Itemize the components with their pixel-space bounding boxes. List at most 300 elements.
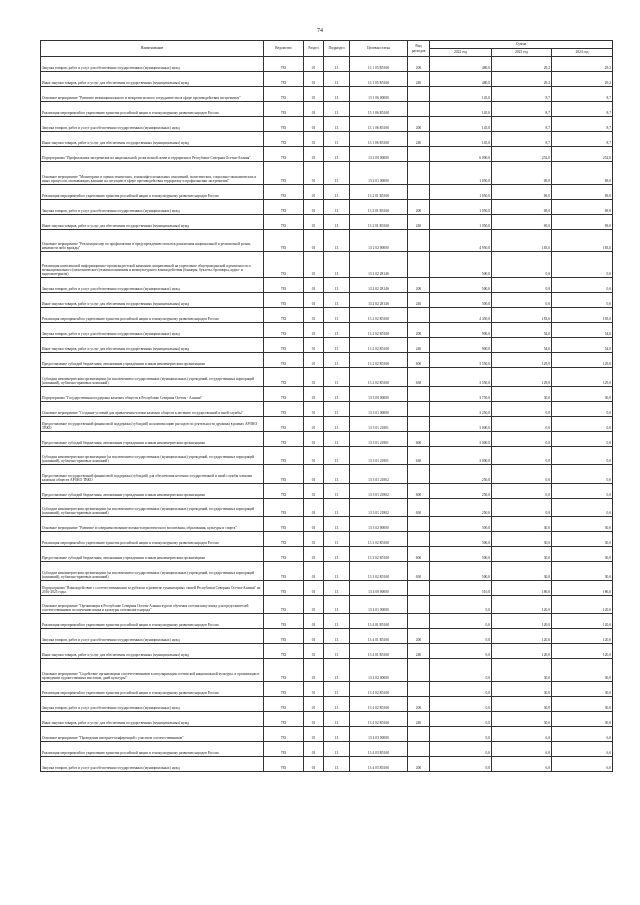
- header-summa: Сумма: [430, 41, 613, 49]
- row-sum-2024: 30,0: [552, 517, 613, 532]
- table-row: [41, 659, 613, 682]
- row-vr: [408, 580, 430, 595]
- header-podrazdel: Подраздел: [324, 41, 350, 57]
- row-sum-2024: 0,0: [552, 498, 613, 517]
- row-razdel: 01: [304, 72, 324, 87]
- row-sum-2024: 0,0: [552, 293, 613, 308]
- row-vr: [408, 517, 430, 532]
- row-podrazdel: 13: [324, 483, 350, 498]
- row-cs: 13 3 01 21802: [350, 498, 408, 517]
- row-name: Закупка товаров, работ и услуг для обеспечения государственных (муниципальных) нужд: [41, 696, 264, 711]
- row-razdel: 01: [304, 102, 324, 117]
- row-razdel: 01: [304, 386, 324, 401]
- row-razdel: 01: [304, 644, 324, 659]
- row-sum-2024: 120,0: [552, 595, 613, 614]
- row-razdel: 01: [304, 132, 324, 147]
- row-sum-2022: 145,0: [430, 117, 492, 132]
- row-podrazdel: 13: [324, 446, 350, 465]
- row-sum-2023: 29,2: [492, 57, 552, 72]
- row-cs: 13 3 02 R5160: [350, 547, 408, 562]
- row-sum-2023: 6,0: [492, 726, 552, 741]
- row-name: Предоставление субсидий бюджетным, автономным учреждениям и иным некоммерческим организациям: [41, 483, 264, 498]
- row-name: Реализация мероприятий по укреплению единства российской нации и этнокультурному развитию народов России: [41, 741, 264, 756]
- row-podrazdel: 13: [324, 711, 350, 726]
- row-vr: 630: [408, 446, 430, 465]
- row-podrazdel: 13: [324, 199, 350, 214]
- row-sum-2022: 250,0: [430, 465, 492, 484]
- table-row: [41, 386, 613, 401]
- row-ved: 783: [264, 465, 304, 484]
- row-podrazdel: 13: [324, 132, 350, 147]
- row-ved: 783: [264, 401, 304, 416]
- row-cs: 13 2 00 00000: [350, 147, 408, 162]
- row-vr: 200: [408, 629, 430, 644]
- row-name: Основное мероприятие "Развитие межнационального и межрелигиозного сотрудничества в сфере противодействия экстремизму": [41, 87, 264, 102]
- row-vr: 240: [408, 132, 430, 147]
- row-name: Основное мероприятие "Реализация мер по профилактике и предупреждению попыток разжигания национальной и религиозной розни, ненависти либо вражды": [41, 229, 264, 252]
- row-name: Основное мероприятие "Мониторинг и оценка этнических, этноконфессиональных отношений, политических, социально-экономических и иных процессов, оказывающих влияние на ситуацию в сфере противодействия терроризму и профилактики экстремизма": [41, 162, 264, 185]
- row-sum-2023: 0,0: [492, 483, 552, 498]
- row-cs: 13 1 05 R5160: [350, 72, 408, 87]
- row-name: Субсидии некоммерческим организациям (за исключением государственных (муниципальных) учреждений, государственных корпораций (компаний), публично-правовых компаний): [41, 498, 264, 517]
- table-row: [41, 252, 613, 278]
- row-sum-2022: 250,0: [430, 483, 492, 498]
- row-sum-2024: 8,7: [552, 87, 613, 102]
- row-sum-2023: 0,0: [492, 293, 552, 308]
- row-name: Предоставление субсидий бюджетным, автономным учреждениям и иным некоммерческим организациям: [41, 431, 264, 446]
- table-row: [41, 532, 613, 547]
- row-podrazdel: 13: [324, 696, 350, 711]
- row-sum-2023: 69,0: [492, 199, 552, 214]
- table-row: [41, 132, 613, 147]
- row-sum-2023: 30,0: [492, 711, 552, 726]
- row-ved: 783: [264, 229, 304, 252]
- row-sum-2024: 0,0: [552, 431, 613, 446]
- table-row: [41, 595, 613, 614]
- row-sum-2023: 0,0: [492, 446, 552, 465]
- row-sum-2024: 69,0: [552, 162, 613, 185]
- row-sum-2023: 0,0: [492, 252, 552, 278]
- row-podrazdel: 13: [324, 741, 350, 756]
- row-podrazdel: 13: [324, 416, 350, 431]
- row-sum-2024: 54,0: [552, 323, 613, 338]
- row-sum-2024: 6,0: [552, 726, 613, 741]
- row-sum-2022: 0,0: [430, 726, 492, 741]
- row-sum-2023: 252,0: [492, 147, 552, 162]
- row-podrazdel: 13: [324, 498, 350, 517]
- row-sum-2023: 54,0: [492, 338, 552, 353]
- row-name: Основное мероприятие "Развитие и совершенствование военно-патриотического воспитания, образования, культуры и спорта": [41, 517, 264, 532]
- row-name: Реализация мероприятий по укреплению единства российской нации и этнокультурному развитию народов России: [41, 184, 264, 199]
- row-sum-2024: 69,0: [552, 214, 613, 229]
- row-razdel: 01: [304, 696, 324, 711]
- row-razdel: 01: [304, 595, 324, 614]
- row-razdel: 01: [304, 416, 324, 431]
- row-name: Основное мероприятие "Проведение интернет-конференций с участием соотечественников": [41, 726, 264, 741]
- row-cs: 13 2 01 R5160: [350, 214, 408, 229]
- row-name: Предоставление государственной финансовой поддержки (субсидий) для обеспечения несения государственной и иной службы членами казачьих обществ АРОКО ТВКО: [41, 465, 264, 484]
- table-row: [41, 681, 613, 696]
- row-name: Предоставление государственной финансовой поддержки (субсидий) на компенсацию расходов по деятельности дружины в рамках АРОКО ТВКО: [41, 416, 264, 431]
- row-sum-2023: 69,0: [492, 162, 552, 185]
- row-sum-2022: 1 050,0: [430, 184, 492, 199]
- row-sum-2022: 500,0: [430, 547, 492, 562]
- table-row: [41, 199, 613, 214]
- row-name: Основное мероприятие "Содействие организациям соотечественников в популяризации осетинской национальной культуры, в организации и проведении художественных выставок, дней культуры": [41, 659, 264, 682]
- row-vr: [408, 184, 430, 199]
- row-sum-2024: 30,0: [552, 386, 613, 401]
- row-cs: 13 3 02 R5160: [350, 562, 408, 581]
- header-ved: Ведомство: [264, 41, 304, 57]
- row-sum-2024: 30,0: [552, 696, 613, 711]
- row-vr: 630: [408, 498, 430, 517]
- row-vr: 630: [408, 562, 430, 581]
- row-sum-2023: 129,0: [492, 368, 552, 387]
- row-sum-2022: 0,0: [430, 629, 492, 644]
- row-sum-2022: 0,0: [430, 756, 492, 771]
- row-razdel: 01: [304, 229, 324, 252]
- table-row: [41, 614, 613, 629]
- row-ved: 783: [264, 726, 304, 741]
- table-header: [41, 41, 613, 57]
- table-row: [41, 184, 613, 199]
- table-row: [41, 696, 613, 711]
- table-row: [41, 293, 613, 308]
- row-podrazdel: 13: [324, 323, 350, 338]
- row-name: Подпрограмма "Взаимодействие с соотечественниками за рубежом и развитие гуманитарных связей Республики Северная Осетия-Алания" на 2016-2025 годы: [41, 580, 264, 595]
- row-sum-2023: 30,0: [492, 532, 552, 547]
- row-ved: 783: [264, 659, 304, 682]
- row-sum-2022: 3 550,0: [430, 353, 492, 368]
- row-cs: 13 4 01 R5160: [350, 614, 408, 629]
- row-cs: 13 2 02 R5160: [350, 368, 408, 387]
- row-sum-2023: 29,2: [492, 72, 552, 87]
- row-name: Иные закупки товаров, работ и услуг для обеспечения государственных (муниципальных) нужд: [41, 132, 264, 147]
- row-sum-2022: 3 000,0: [430, 446, 492, 465]
- row-sum-2022: 510,0: [430, 580, 492, 595]
- row-podrazdel: 13: [324, 102, 350, 117]
- row-sum-2023: 6,0: [492, 756, 552, 771]
- page-number: 74: [317, 28, 323, 34]
- row-name: Реализация комплексной информационно-пропагандистской кампании, направленной на укрепление общегражданской идентичности и межнационального (межэтнического) взаимопонимания и межкультурного взаимодействия (баннеры, буклеты, брошюры, аудио- и видеоматериалы): [41, 252, 264, 278]
- row-ved: 783: [264, 323, 304, 338]
- row-sum-2023: 8,7: [492, 117, 552, 132]
- row-cs: 13 4 00 00000: [350, 580, 408, 595]
- row-ved: 783: [264, 117, 304, 132]
- row-podrazdel: 13: [324, 147, 350, 162]
- row-sum-2024: 0,0: [552, 278, 613, 293]
- table-row: [41, 465, 613, 484]
- row-name: Закупка товаров, работ и услуг для обеспечения государственных (муниципальных) нужд: [41, 199, 264, 214]
- row-sum-2022: 3 250,0: [430, 401, 492, 416]
- row-sum-2022: 3 000,0: [430, 416, 492, 431]
- row-sum-2024: 0,0: [552, 465, 613, 484]
- row-name: Субсидии некоммерческим организациям (за исключением государственных (муниципальных) учреждений, государственных корпораций (компаний), публично-правовых компаний): [41, 368, 264, 387]
- row-ved: 783: [264, 293, 304, 308]
- row-sum-2024: 8,7: [552, 117, 613, 132]
- row-ved: 783: [264, 547, 304, 562]
- header-name: Наименование: [41, 41, 264, 57]
- table-row: [41, 87, 613, 102]
- row-podrazdel: 13: [324, 252, 350, 278]
- row-sum-2024: 30,0: [552, 681, 613, 696]
- row-sum-2022: 500,0: [430, 293, 492, 308]
- row-razdel: 01: [304, 580, 324, 595]
- table-row: [41, 416, 613, 431]
- row-sum-2022: 1 050,0: [430, 214, 492, 229]
- row-ved: 783: [264, 132, 304, 147]
- table-row: [41, 756, 613, 771]
- row-name: Подпрограмма "Государственная поддержка казачьих обществ в Республике Северная Осетия - Алания": [41, 386, 264, 401]
- row-sum-2023: 30,0: [492, 517, 552, 532]
- row-name: Предоставление субсидий бюджетным, автономным учреждениям и иным некоммерческим организациям: [41, 353, 264, 368]
- row-cs: 13 2 02 R5160: [350, 338, 408, 353]
- row-sum-2022: 4 950,0: [430, 229, 492, 252]
- row-name: Иные закупки товаров, работ и услуг для обеспечения государственных (муниципальных) нужд: [41, 72, 264, 87]
- row-cs: 13 2 02 00000: [350, 229, 408, 252]
- row-sum-2022: 0,0: [430, 614, 492, 629]
- row-vr: [408, 726, 430, 741]
- row-sum-2024: 0,0: [552, 401, 613, 416]
- row-podrazdel: 13: [324, 659, 350, 682]
- row-razdel: 01: [304, 338, 324, 353]
- row-vr: 200: [408, 117, 430, 132]
- row-ved: 783: [264, 214, 304, 229]
- row-ved: 783: [264, 386, 304, 401]
- row-sum-2022: 3 000,0: [430, 431, 492, 446]
- row-podrazdel: 13: [324, 184, 350, 199]
- row-sum-2023: 8,7: [492, 87, 552, 102]
- row-sum-2023: 30,0: [492, 696, 552, 711]
- row-podrazdel: 13: [324, 431, 350, 446]
- row-vr: 600: [408, 431, 430, 446]
- row-razdel: 01: [304, 517, 324, 532]
- row-sum-2023: 120,0: [492, 629, 552, 644]
- row-vr: 240: [408, 293, 430, 308]
- row-vr: [408, 386, 430, 401]
- row-vr: [408, 595, 430, 614]
- row-vr: 600: [408, 353, 430, 368]
- row-vr: [408, 741, 430, 756]
- row-sum-2024: 8,7: [552, 102, 613, 117]
- row-razdel: 01: [304, 57, 324, 72]
- row-cs: 13 4 03 R5160: [350, 741, 408, 756]
- row-sum-2022: 0,0: [430, 696, 492, 711]
- row-sum-2024: 30,0: [552, 562, 613, 581]
- row-sum-2022: 0,0: [430, 711, 492, 726]
- row-name: Субсидии некоммерческим организациям (за исключением государственных (муниципальных) учреждений, государственных корпораций (компаний), публично-правовых компаний): [41, 446, 264, 465]
- row-vr: [408, 659, 430, 682]
- row-sum-2024: 186,0: [552, 580, 613, 595]
- row-name: Предоставление субсидий бюджетным, автономным учреждениям и иным некоммерческим организациям: [41, 547, 264, 562]
- row-ved: 783: [264, 756, 304, 771]
- row-vr: [408, 87, 430, 102]
- row-ved: 783: [264, 431, 304, 446]
- table-row: [41, 368, 613, 387]
- row-name: Закупка товаров, работ и услуг для обеспечения государственных (муниципальных) нужд: [41, 756, 264, 771]
- row-vr: 200: [408, 696, 430, 711]
- row-podrazdel: 13: [324, 401, 350, 416]
- row-ved: 783: [264, 498, 304, 517]
- row-cs: 13 4 01 00000: [350, 595, 408, 614]
- row-sum-2022: 0,0: [430, 681, 492, 696]
- row-name: Иные закупки товаров, работ и услуг для обеспечения государственных (муниципальных) нужд: [41, 711, 264, 726]
- row-cs: 13 3 00 00000: [350, 386, 408, 401]
- row-sum-2022: 4 450,0: [430, 308, 492, 323]
- row-vr: [408, 681, 430, 696]
- row-razdel: 01: [304, 629, 324, 644]
- row-sum-2022: 1 050,0: [430, 162, 492, 185]
- row-ved: 783: [264, 416, 304, 431]
- row-sum-2024: 0,0: [552, 416, 613, 431]
- row-podrazdel: 13: [324, 532, 350, 547]
- row-sum-2022: 0,0: [430, 741, 492, 756]
- row-podrazdel: 13: [324, 644, 350, 659]
- row-cs: 13 1 06 00000: [350, 87, 408, 102]
- header-vr: Вид расходов: [408, 41, 430, 57]
- row-cs: 13 4 01 R5160: [350, 644, 408, 659]
- row-cs: 13 4 03 R5160: [350, 756, 408, 771]
- row-ved: 783: [264, 72, 304, 87]
- row-sum-2024: 29,2: [552, 72, 613, 87]
- row-sum-2023: 30,0: [492, 659, 552, 682]
- row-podrazdel: 13: [324, 72, 350, 87]
- row-podrazdel: 13: [324, 580, 350, 595]
- row-ved: 783: [264, 278, 304, 293]
- row-sum-2022: 500,0: [430, 278, 492, 293]
- row-cs: 13 4 02 R5160: [350, 696, 408, 711]
- row-sum-2023: 30,0: [492, 562, 552, 581]
- row-razdel: 01: [304, 532, 324, 547]
- row-ved: 783: [264, 696, 304, 711]
- row-ved: 783: [264, 199, 304, 214]
- row-razdel: 01: [304, 401, 324, 416]
- row-podrazdel: 13: [324, 547, 350, 562]
- table-row: [41, 353, 613, 368]
- row-sum-2022: 500,0: [430, 252, 492, 278]
- row-cs: 13 4 01 R5160: [350, 629, 408, 644]
- row-sum-2024: 69,0: [552, 199, 613, 214]
- row-razdel: 01: [304, 184, 324, 199]
- row-ved: 783: [264, 368, 304, 387]
- row-cs: 13 2 01 R5160: [350, 199, 408, 214]
- row-cs: 13 2 02 2814S: [350, 278, 408, 293]
- row-vr: 240: [408, 72, 430, 87]
- table-row: [41, 562, 613, 581]
- row-vr: [408, 229, 430, 252]
- row-podrazdel: 13: [324, 214, 350, 229]
- row-sum-2023: 6,0: [492, 741, 552, 756]
- row-razdel: 01: [304, 726, 324, 741]
- row-sum-2022: 900,0: [430, 323, 492, 338]
- row-sum-2023: 186,0: [492, 580, 552, 595]
- row-name: Закупка товаров, работ и услуг для обеспечения государственных (муниципальных) нужд: [41, 629, 264, 644]
- row-sum-2022: 500,0: [430, 532, 492, 547]
- row-vr: [408, 465, 430, 484]
- row-sum-2024: 0,0: [552, 483, 613, 498]
- row-cs: 13 3 02 R5160: [350, 532, 408, 547]
- row-sum-2023: 183,0: [492, 229, 552, 252]
- row-vr: [408, 308, 430, 323]
- row-sum-2024: 30,0: [552, 547, 613, 562]
- table-body: [41, 57, 613, 772]
- row-ved: 783: [264, 446, 304, 465]
- row-podrazdel: 13: [324, 681, 350, 696]
- row-sum-2024: 120,0: [552, 644, 613, 659]
- row-sum-2022: 500,0: [430, 517, 492, 532]
- row-sum-2022: 1 050,0: [430, 199, 492, 214]
- row-cs: 13 2 02 2814S: [350, 252, 408, 278]
- row-sum-2022: 0,0: [430, 644, 492, 659]
- row-razdel: 01: [304, 308, 324, 323]
- row-name: Подпрограмма "Профилактика экстремизма на национальной, религиозной почве и терроризма в Республике Северная Осетия-Алания": [41, 147, 264, 162]
- row-podrazdel: 13: [324, 117, 350, 132]
- row-name: Закупка товаров, работ и услуг для обеспечения государственных (муниципальных) нужд: [41, 278, 264, 293]
- row-cs: 13 2 01 00000: [350, 162, 408, 185]
- table-row: [41, 57, 613, 72]
- row-sum-2022: 145,0: [430, 102, 492, 117]
- row-podrazdel: 13: [324, 629, 350, 644]
- row-vr: 200: [408, 323, 430, 338]
- row-sum-2023: 0,0: [492, 431, 552, 446]
- row-cs: 13 3 01 21801: [350, 431, 408, 446]
- row-cs: 13 1 05 R5160: [350, 57, 408, 72]
- row-cs: 13 1 06 R5160: [350, 117, 408, 132]
- row-sum-2023: 0,0: [492, 465, 552, 484]
- row-sum-2023: 8,7: [492, 132, 552, 147]
- row-podrazdel: 13: [324, 87, 350, 102]
- row-cs: 13 4 03 00000: [350, 726, 408, 741]
- table-row: [41, 72, 613, 87]
- row-ved: 783: [264, 580, 304, 595]
- row-name: Закупка товаров, работ и услуг для обеспечения государственных (муниципальных) нужд: [41, 117, 264, 132]
- row-sum-2024: 69,0: [552, 184, 613, 199]
- row-sum-2024: 6,0: [552, 756, 613, 771]
- row-vr: 200: [408, 57, 430, 72]
- row-ved: 783: [264, 162, 304, 185]
- row-sum-2024: 6,0: [552, 741, 613, 756]
- row-vr: [408, 252, 430, 278]
- row-podrazdel: 13: [324, 278, 350, 293]
- row-vr: 200: [408, 756, 430, 771]
- row-name: Реализация мероприятий по укреплению единства российской нации и этнокультурному развитию народов России: [41, 614, 264, 629]
- row-ved: 783: [264, 681, 304, 696]
- row-sum-2024: 0,0: [552, 446, 613, 465]
- row-razdel: 01: [304, 214, 324, 229]
- row-razdel: 01: [304, 353, 324, 368]
- row-podrazdel: 13: [324, 368, 350, 387]
- table-row: [41, 446, 613, 465]
- row-vr: [408, 162, 430, 185]
- table-row: [41, 580, 613, 595]
- row-podrazdel: 13: [324, 614, 350, 629]
- table-row: [41, 229, 613, 252]
- row-sum-2024: 54,0: [552, 338, 613, 353]
- row-name: Реализация мероприятий по укреплению единства российской нации и этнокультурному развитию народов России: [41, 308, 264, 323]
- row-cs: 13 2 02 R5160: [350, 308, 408, 323]
- row-ved: 783: [264, 562, 304, 581]
- row-ved: 783: [264, 644, 304, 659]
- table-row: [41, 308, 613, 323]
- row-sum-2023: 0,0: [492, 416, 552, 431]
- row-cs: 13 4 02 R5160: [350, 681, 408, 696]
- table-row: [41, 401, 613, 416]
- row-razdel: 01: [304, 562, 324, 581]
- row-sum-2023: 30,0: [492, 547, 552, 562]
- row-name: Закупка товаров, работ и услуг для обеспечения государственных (муниципальных) нужд: [41, 323, 264, 338]
- row-ved: 783: [264, 147, 304, 162]
- row-name: Иные закупки товаров, работ и услуг для обеспечения государственных (муниципальных) нужд: [41, 293, 264, 308]
